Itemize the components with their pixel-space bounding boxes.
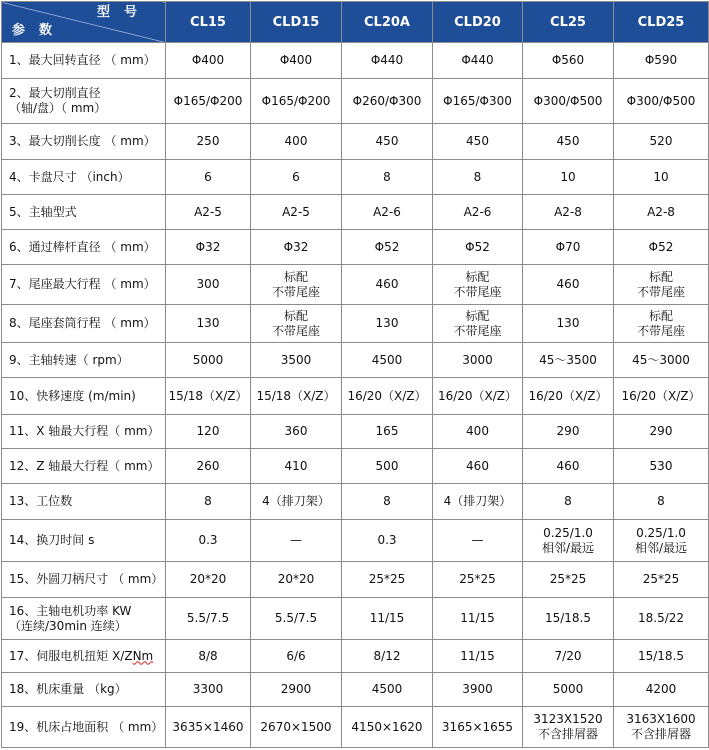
value-cell: 290 [523,415,614,449]
table-row [2,562,709,598]
value-cell: 10 [523,160,614,195]
value-cell: 2900 [251,673,342,707]
param-label: 2、最大切削直径 [9,86,101,100]
value-cell: Φ440 [433,43,523,79]
param-label-line2: （轴/盘）（ mm） [9,101,107,115]
table-row [2,598,709,640]
value-cell: 3635×1460 [166,707,251,748]
param-label-line2: （连续/30min 连续） [9,618,127,633]
table-row [2,195,709,230]
table-row [2,124,709,160]
value-cell: 130 [523,305,614,343]
value-cell: Φ400 [166,43,251,79]
param-cell [2,484,166,520]
param-label-suffix: Nm [132,648,154,663]
value-cell: 16/20（X/Z） [433,378,523,415]
value-cell: 450 [342,124,433,160]
value-cell: 4500 [342,673,433,707]
param-cell [2,640,166,673]
param-label: 5、主轴型式 [9,204,77,219]
value-cell: Φ70 [523,230,614,265]
param-cell [2,124,166,160]
param-label: 18、机床重量 （kg） [9,682,127,696]
value-cell: 15/18.5 [614,640,709,673]
value-cell: 3000 [433,343,523,378]
table-row [2,160,709,195]
value-cell: 300 [166,265,251,305]
value-cell: Φ260/Φ300 [342,79,433,124]
value-cell: Φ32 [166,230,251,265]
value-cell: 3123X1520 不含排屑器 [523,707,614,748]
value-cell: 5.5/7.5 [166,598,251,640]
value-cell: 20*20 [251,562,342,598]
value-cell: 25*25 [433,562,523,598]
value-cell: 25*25 [342,562,433,598]
value-cell: 5.5/7.5 [251,598,342,640]
param-label: 19、机床占地面积 （ mm） [9,719,164,734]
value-cell: 标配 不带尾座 [614,265,709,305]
value-cell: A2-5 [251,195,342,230]
value-cell: 标配 不带尾座 [614,305,709,343]
param-label: 15、外圆刀柄尺寸 （ mm） [9,572,164,586]
param-cell [2,305,166,343]
table-row [2,415,709,449]
value-cell: 45～3500 [523,343,614,378]
param-label: 7、尾座最大行程 （ mm） [9,277,156,291]
value-cell: Φ165/Φ300 [433,79,523,124]
value-cell: 18.5/22 [614,598,709,640]
table-row [2,43,709,79]
value-cell: Φ400 [251,43,342,79]
value-cell: 8 [342,160,433,195]
value-cell: 4150×1620 [342,707,433,748]
model-header-cl20a: CL20A [342,2,433,43]
table-row [2,673,709,707]
value-cell: 0.25/1.0 相邻/最远 [523,520,614,562]
value-cell: 460 [523,265,614,305]
model-header-cld25: CLD25 [614,2,709,43]
value-cell: 5000 [166,343,251,378]
header-row [2,2,709,43]
value-cell: 标配 不带尾座 [433,265,523,305]
value-cell: 8 [342,484,433,520]
value-cell: 10 [614,160,709,195]
param-cell [2,520,166,562]
param-cell [2,195,166,230]
value-cell: — [433,520,523,562]
value-cell: 0.3 [166,520,251,562]
param-label: 8、尾座套筒行程 （ mm） [9,316,156,330]
value-cell: Φ32 [251,230,342,265]
value-cell: 3900 [433,673,523,707]
value-cell: 450 [523,124,614,160]
value-cell: A2-8 [523,195,614,230]
value-cell: 15/18（X/Z） [166,378,251,415]
model-header-label: 型号 [96,5,151,20]
param-cell [2,707,166,748]
value-cell: 410 [251,449,342,484]
value-cell: 460 [433,449,523,484]
value-cell: 260 [166,449,251,484]
value-cell: 45～3000 [614,343,709,378]
value-cell: 4（排刀架） [251,484,342,520]
value-cell: 11/15 [342,598,433,640]
value-cell: 6 [251,160,342,195]
value-cell: 130 [342,305,433,343]
value-cell: 11/15 [433,640,523,673]
value-cell: 2670×1500 [251,707,342,748]
param-cell [2,673,166,707]
param-cell [2,378,166,415]
param-header-label: 参数 [12,23,67,38]
spec-table-body [2,43,709,748]
table-row [2,378,709,415]
param-label: 3、最大切削长度 （ mm） [9,134,156,148]
value-cell: 360 [251,415,342,449]
param-cell [2,265,166,305]
value-cell: 25*25 [523,562,614,598]
param-cell [2,449,166,484]
value-cell: 7/20 [523,640,614,673]
value-cell: 8 [614,484,709,520]
value-cell: 500 [342,449,433,484]
value-cell: Φ52 [614,230,709,265]
value-cell: 16/20（X/Z） [614,378,709,415]
param-cell [2,160,166,195]
value-cell: 120 [166,415,251,449]
table-row [2,343,709,378]
value-cell: 520 [614,124,709,160]
value-cell: Φ560 [523,43,614,79]
param-label: 11、X 轴最大行程（ mm） [9,424,160,438]
value-cell: — [251,520,342,562]
value-cell: 25*25 [614,562,709,598]
value-cell: 15/18.5 [523,598,614,640]
table-row [2,449,709,484]
value-cell: 标配 不带尾座 [251,305,342,343]
table-row [2,265,709,305]
value-cell: 460 [523,449,614,484]
value-cell: 8 [523,484,614,520]
value-cell: 3163X1600 不含排屑器 [614,707,709,748]
param-cell [2,415,166,449]
model-header-cld20: CLD20 [433,2,523,43]
value-cell: Φ590 [614,43,709,79]
table-row [2,520,709,562]
value-cell: 标配 不带尾座 [251,265,342,305]
value-cell: 130 [166,305,251,343]
value-cell: 8/12 [342,640,433,673]
value-cell: Φ440 [342,43,433,79]
param-label: 6、通过棒杆直径 （ mm） [9,239,156,254]
value-cell: Φ165/Φ200 [251,79,342,124]
header-corner-cell [2,2,166,43]
value-cell: 0.25/1.0 相邻/最远 [614,520,709,562]
value-cell: Φ300/Φ500 [523,79,614,124]
value-cell: 标配 不带尾座 [433,305,523,343]
value-cell: 4200 [614,673,709,707]
value-cell: 3165×1655 [433,707,523,748]
table-row [2,230,709,265]
model-header-cl15: CL15 [166,2,251,43]
param-label: 9、主轴转速（ rpm） [9,352,129,367]
table-row [2,707,709,748]
param-label: 16、主轴电机功率 KW [9,603,132,618]
value-cell: A2-5 [166,195,251,230]
param-cell [2,598,166,640]
value-cell: Φ52 [342,230,433,265]
param-label: 4、卡盘尺寸 （inch） [9,169,130,184]
value-cell: 11/15 [433,598,523,640]
table-row [2,79,709,124]
value-cell: Φ52 [433,230,523,265]
value-cell: Φ165/Φ200 [166,79,251,124]
value-cell: A2-8 [614,195,709,230]
value-cell: A2-6 [433,195,523,230]
value-cell: 8/8 [166,640,251,673]
param-cell [2,230,166,265]
value-cell: 8 [166,484,251,520]
param-label: 13、工位数 [9,494,73,508]
value-cell: 4（排刀架） [433,484,523,520]
table-row [2,305,709,343]
value-cell: 450 [433,124,523,160]
param-cell [2,79,166,124]
value-cell: Φ300/Φ500 [614,79,709,124]
table-row [2,484,709,520]
value-cell: 290 [614,415,709,449]
value-cell: 400 [433,415,523,449]
param-cell [2,43,166,79]
value-cell: 20*20 [166,562,251,598]
value-cell: 15/18（X/Z） [251,378,342,415]
value-cell: 16/20（X/Z） [342,378,433,415]
value-cell: 0.3 [342,520,433,562]
param-label: 1、最大回转直径 （ mm） [9,53,156,67]
model-header-cl25: CL25 [523,2,614,43]
value-cell: 6 [166,160,251,195]
value-cell: 3300 [166,673,251,707]
param-label: 17、伺服电机扭矩 X/Z [9,648,133,663]
value-cell: 8 [433,160,523,195]
model-header-cld15: CLD15 [251,2,342,43]
value-cell: 5000 [523,673,614,707]
table-row [2,640,709,673]
value-cell: 165 [342,415,433,449]
value-cell: 16/20（X/Z） [523,378,614,415]
value-cell: 3500 [251,343,342,378]
value-cell: 530 [614,449,709,484]
value-cell: 250 [166,124,251,160]
param-cell [2,562,166,598]
value-cell: 400 [251,124,342,160]
param-label: 10、快移速度 (m/min) [9,388,136,403]
value-cell: 460 [342,265,433,305]
param-cell [2,343,166,378]
spec-table [1,1,709,748]
value-cell: A2-6 [342,195,433,230]
value-cell: 6/6 [251,640,342,673]
param-label: 12、Z 轴最大行程（ mm） [9,458,160,473]
param-label: 14、换刀时间 s [9,533,95,547]
value-cell: 4500 [342,343,433,378]
